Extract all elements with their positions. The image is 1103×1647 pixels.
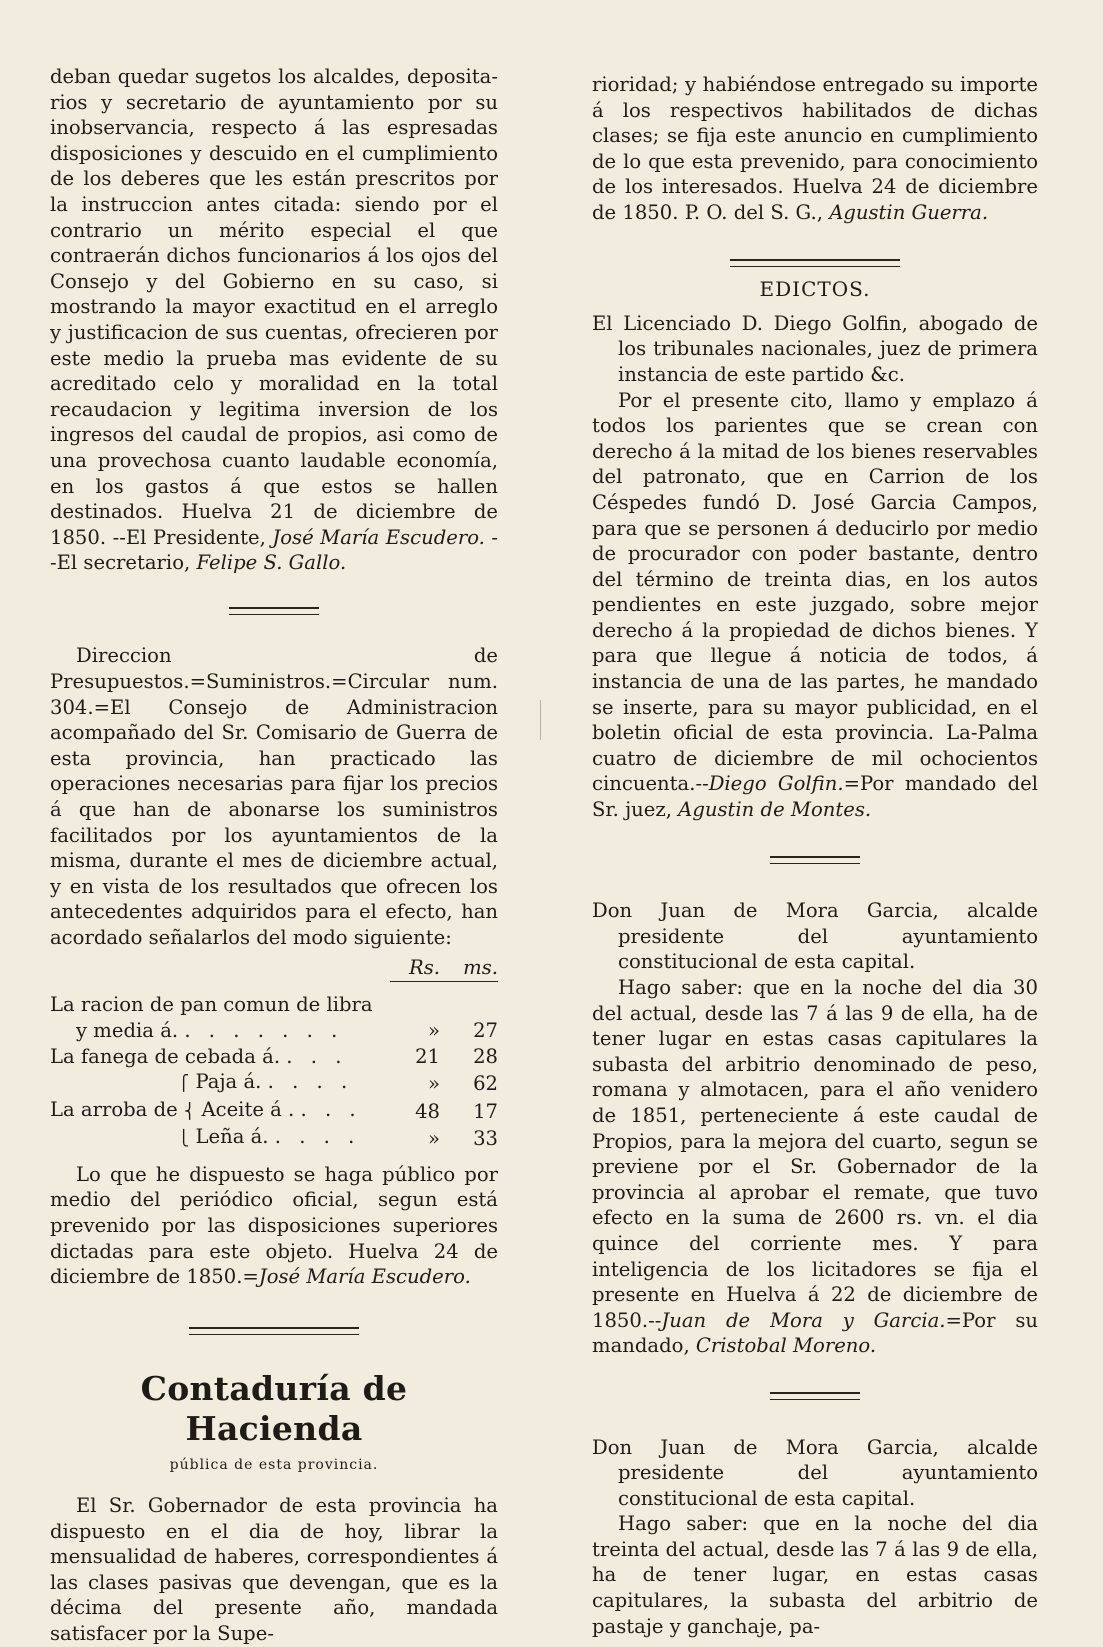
section-subtitle: pública de esta provincia. (169, 1457, 379, 1474)
edict-1-header: El Licenciado D. Diego Golfin, abogado de los tribunales nacionales, juez de primera instancia de este partido &c. (592, 311, 1038, 386)
table-row: ⎧ Paja á. . . . . » 62 (178, 1070, 498, 1096)
presupuestos-circular: Direccion de Presupuestos.=Suministros.=Circular num. 304.=El Consejo de Administracion acompañado del Sr. Comisario de Guerra de esta provincia, han practicado las operaciones necesarias para fijar los precios á que han de abonarse los suministros facilitados por los ayuntamientos de la misma, durante el mes de diciembre actual, y en vista de los resultados que ofrecen los antecedentes adquiridos para el efecto, han acordado señalarlos del modo siguiente: (50, 644, 498, 949)
left-column (50, 64, 498, 1647)
table-row: La arroba de ⎨ Aceite á . . . . 48 17 (50, 1097, 498, 1123)
edictos-heading: EDICTOS. (759, 277, 871, 302)
section-title: Contaduría de Hacienda (140, 1369, 408, 1449)
col-header-ms: ms. (463, 956, 498, 979)
edict-2-body: Hago saber: que en la noche del dia 30 del actual, desde las 7 á las 9 de ella, ha de tener lugar en estas casas capitulares la subasta del arbitrio denominado de peso, romana y almotacen, para el año venidero de 1851, perteneciente á este caudal de Propios, para la mejora del cuarto, segun se previene por el Sr. Gobernador de la provincia al aprobar el remate, que tuvo efecto en la suma de 2600 rs. vn. el dia quince del corriente mes. Y para inteligencia de los licitadores se fija el presente en Huelva á 22 de diciembre de 1850.--Juan de Mora y Garcia.=Por su mandado, Cristobal Moreno. (592, 976, 1038, 1358)
section-divider (592, 1381, 1038, 1407)
contaduria-notice: El Sr. Gobernador de esta provincia ha dispuesto en el dia de hoy, librar la mensualidad de haberes, correspondientes á las clases pasivas que devengan, que es la décima del presente año, mandada satisfacer por la Supe- (50, 1494, 498, 1645)
table-row: ⎩ Leña á. . . . . » 33 (178, 1125, 498, 1151)
col-header-rs: Rs. (408, 956, 440, 979)
edict-3-header: Don Juan de Mora Garcia, alcalde presidente del ayuntamiento constitucional de esta capital. (592, 1435, 1038, 1510)
table-row: La fanega de cebada á. . . . 21 28 (50, 1044, 498, 1068)
edict-3-body: Hago saber: que en la noche del dia treinta del actual, desde las 7 á las 9 de ella, ha de tener lugar, en estas casas capitulares, la subasta del arbitrio de pastaje y ganchaje, pa- (592, 1512, 1038, 1638)
section-divider-double (592, 248, 1038, 274)
right-paragraph-1: rioridad; y habiéndose entregado su importe á los respectivos habilitados de dichas clases; se fija este anuncio en cumplimiento de lo que esta prevenido, para conocimiento de los interesados. Huelva 24 de diciembre de 1850. P. O. del S. G., Agustin Guerra. (592, 73, 1038, 224)
left-paragraph-1: deban quedar sugetos los alcaldes, deposita-rios y secretario de ayuntamiento por su inobservancia, respecto á las espresadas disposiciones y descuido en el cumplimiento de los deberes que les están prescritos por la instruccion antes citada: siendo por el contrario un mérito especial el que contraerán dichos funcionarios á los ojos del Consejo y del Gobierno en su caso, si mostrando la mayor exactitud en el arreglo y justificacion de sus cuentas, ofrecieren por este medio la prueba mas evidente de su acreditado celo y moralidad en la total recaudacion y legitima inversion de los ingresos del caudal de propios, asi como de una provechosa cuanto laudable economía, en los gastos á que estos se hallen destinados. Huelva 21 de diciembre de 1850. --El Presidente, José María Escudero. --El secretario, Felipe S. Gallo. (50, 65, 499, 575)
presupuestos-closing: Lo que he dispuesto se haga público por medio del periódico oficial, segun está prevenido por las disposiciones superiores dictadas para este objeto. Huelva 24 de diciembre de 1850.=José María Escudero. (50, 1162, 498, 1289)
section-divider (50, 596, 498, 622)
price-table (50, 955, 498, 1152)
table-row: y media á. . . . . . . . » 27 (76, 1018, 498, 1042)
edict-1-body: Por el presente cito, llamo y emplazo á todos los parientes que se crean con derecho á la mitad de los bienes reservables del patronato, que en Carrion de los Céspedes fundó D. José Garcia Campos, para que se personen á deducirlo por medio de procurador con poder bastante, dentro del término de treinta dias, en los autos pendientes en este juzgado, sobre mejor derecho á la propiedad de dichos bienes. Y para que llegue á noticia de todos, á instancia de una de las partes, he mandado se inserte, para su mayor publicidad, en el boletin oficial de esta provincia. La-Palma cuatro de diciembre de mil ochocientos cincuenta.--Diego Golfin.=Por mandado del Sr. juez, Agustin de Montes. (592, 388, 1038, 822)
column-separator (540, 700, 541, 740)
right-column (592, 72, 1038, 1639)
section-divider (592, 845, 1038, 871)
edict-2-header: Don Juan de Mora Garcia, alcalde presidente del ayuntamiento constitucional de esta capital. (592, 899, 1038, 974)
section-divider-double (50, 1316, 498, 1342)
table-row: La racion de pan comun de libra (50, 981, 498, 1017)
